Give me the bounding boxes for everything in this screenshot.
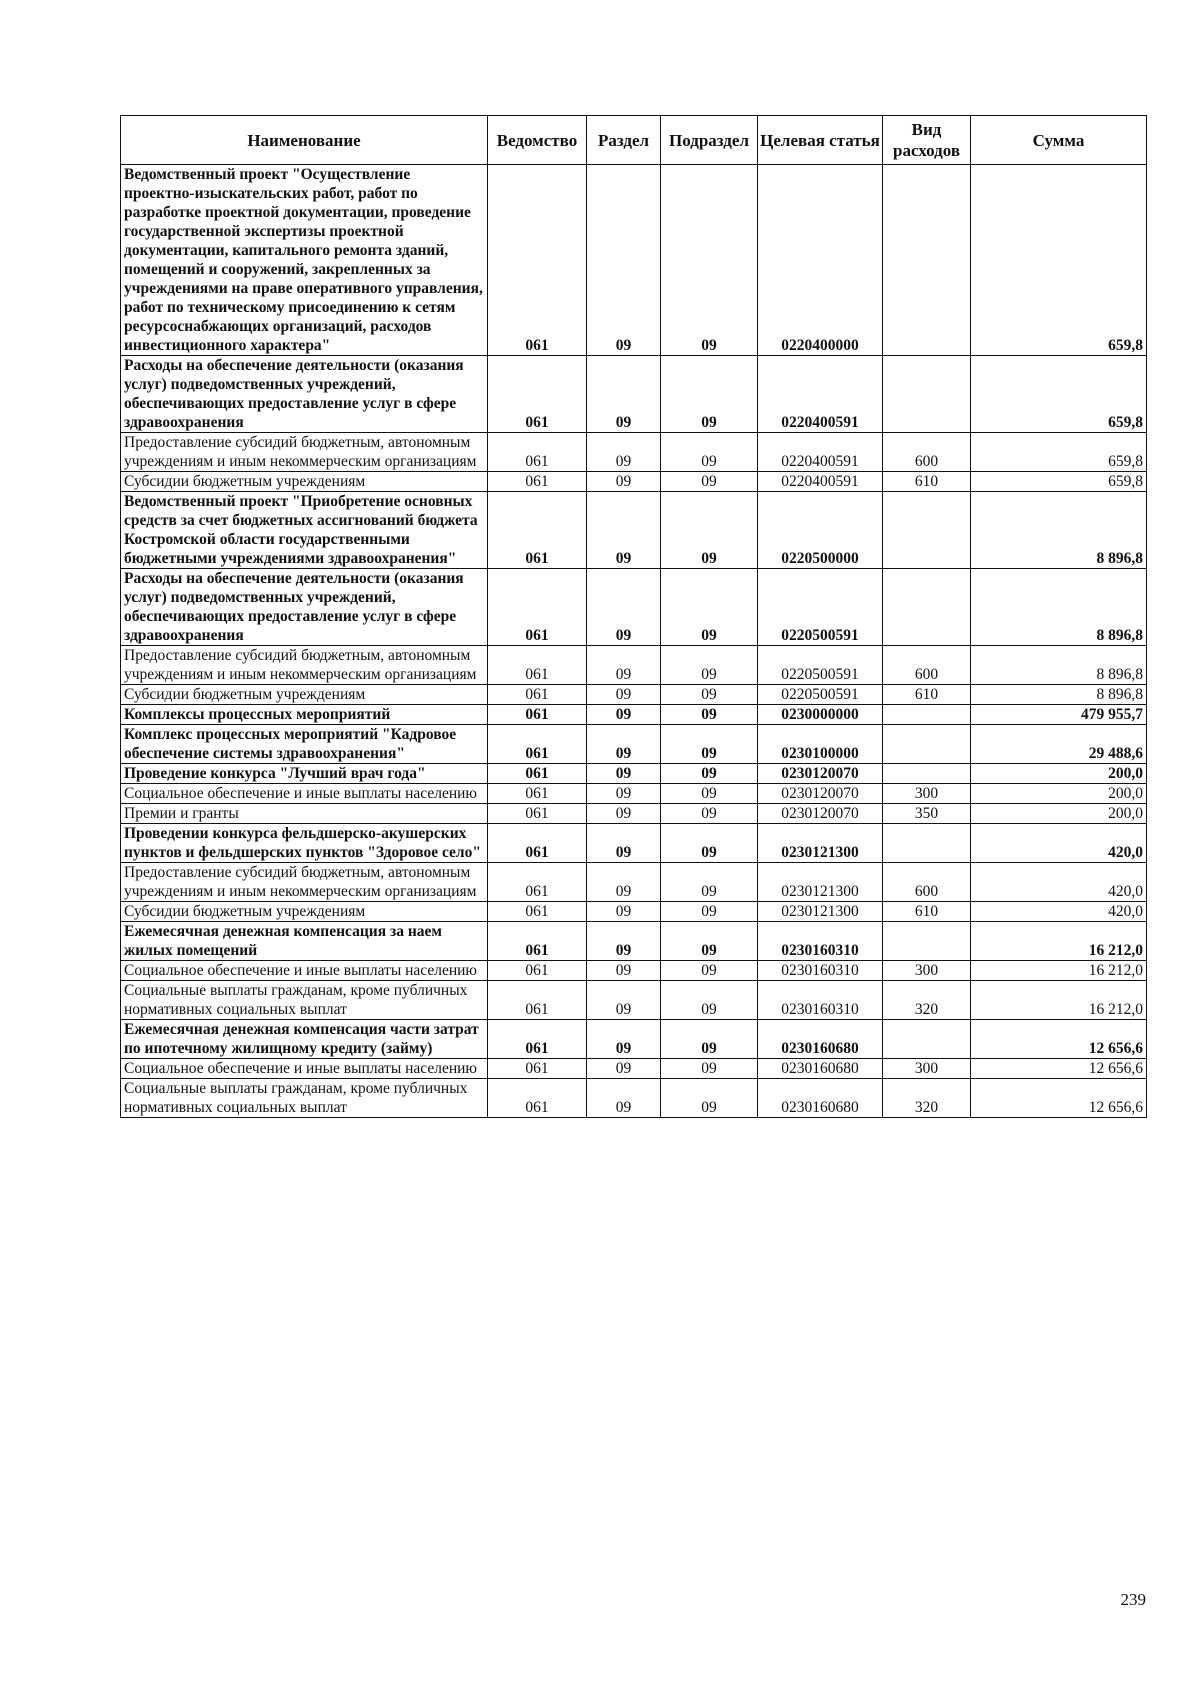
cell-target: 0230160310	[758, 961, 883, 981]
cell-sum: 8 896,8	[971, 492, 1147, 569]
cell-target: 0230000000	[758, 705, 883, 725]
cell-dept: 061	[488, 165, 587, 356]
cell-subsection: 09	[661, 1020, 758, 1059]
cell-section: 09	[587, 433, 661, 472]
cell-sum: 8 896,8	[971, 646, 1147, 685]
cell-name: Субсидии бюджетным учреждениям	[121, 472, 488, 492]
cell-dept: 061	[488, 356, 587, 433]
table-row	[121, 764, 1147, 784]
cell-exp-type: 610	[883, 472, 971, 492]
cell-name: Расходы на обеспечение деятельности (оказания услуг) подведомственных учреждений, обеспечивающих предоставление услуг в сфере здравоохранения	[121, 569, 488, 646]
cell-dept: 061	[488, 981, 587, 1020]
cell-name: Расходы на обеспечение деятельности (оказания услуг) подведомственных учреждений, обеспечивающих предоставление услуг в сфере здравоохранения	[121, 356, 488, 433]
cell-sum: 420,0	[971, 863, 1147, 902]
cell-name: Ежемесячная денежная компенсация за наем жилых помещений	[121, 922, 488, 961]
cell-subsection: 09	[661, 492, 758, 569]
cell-exp-type	[883, 492, 971, 569]
budget-table	[120, 115, 1147, 1118]
cell-exp-type	[883, 824, 971, 863]
cell-exp-type: 600	[883, 433, 971, 472]
cell-subsection: 09	[661, 433, 758, 472]
cell-dept: 061	[488, 922, 587, 961]
cell-section: 09	[587, 784, 661, 804]
cell-sum: 200,0	[971, 784, 1147, 804]
cell-section: 09	[587, 981, 661, 1020]
cell-target: 0220500591	[758, 685, 883, 705]
table-row	[121, 356, 1147, 433]
cell-section: 09	[587, 1059, 661, 1079]
cell-target: 0230121300	[758, 824, 883, 863]
table-row	[121, 705, 1147, 725]
cell-dept: 061	[488, 902, 587, 922]
cell-dept: 061	[488, 804, 587, 824]
cell-dept: 061	[488, 764, 587, 784]
table-row	[121, 922, 1147, 961]
cell-target: 0230160680	[758, 1059, 883, 1079]
cell-exp-type	[883, 725, 971, 764]
cell-dept: 061	[488, 472, 587, 492]
table-row	[121, 784, 1147, 804]
table-row	[121, 1079, 1147, 1118]
cell-section: 09	[587, 804, 661, 824]
table-row	[121, 1059, 1147, 1079]
cell-sum: 659,8	[971, 356, 1147, 433]
table-row	[121, 961, 1147, 981]
cell-sum: 659,8	[971, 472, 1147, 492]
cell-exp-type: 350	[883, 804, 971, 824]
cell-target: 0230120070	[758, 784, 883, 804]
cell-section: 09	[587, 863, 661, 902]
col-header-target: Целевая статья	[758, 116, 883, 165]
col-header-section: Раздел	[587, 116, 661, 165]
table-row	[121, 824, 1147, 863]
cell-name: Ведомственный проект "Приобретение основных средств за счет бюджетных ассигнований бюджета Костромской области государственными бюджетными учреждениями здравоохранения"	[121, 492, 488, 569]
cell-section: 09	[587, 472, 661, 492]
cell-subsection: 09	[661, 569, 758, 646]
cell-subsection: 09	[661, 804, 758, 824]
cell-exp-type: 300	[883, 961, 971, 981]
cell-dept: 061	[488, 433, 587, 472]
cell-dept: 061	[488, 569, 587, 646]
cell-name: Предоставление субсидий бюджетным, автономным учреждениям и иным некоммерческим организациям	[121, 433, 488, 472]
cell-target: 0220500591	[758, 646, 883, 685]
cell-section: 09	[587, 902, 661, 922]
cell-dept: 061	[488, 863, 587, 902]
cell-sum: 659,8	[971, 433, 1147, 472]
cell-subsection: 09	[661, 922, 758, 961]
cell-sum: 16 212,0	[971, 981, 1147, 1020]
col-header-subsection: Подраздел	[661, 116, 758, 165]
table-row	[121, 472, 1147, 492]
cell-name: Социальное обеспечение и иные выплаты населению	[121, 1059, 488, 1079]
cell-target: 0230120070	[758, 804, 883, 824]
table-row	[121, 1020, 1147, 1059]
cell-name: Проведение конкурса "Лучший врач года"	[121, 764, 488, 784]
cell-target: 0230120070	[758, 764, 883, 784]
cell-dept: 061	[488, 705, 587, 725]
cell-sum: 479 955,7	[971, 705, 1147, 725]
cell-section: 09	[587, 725, 661, 764]
cell-target: 0220400591	[758, 356, 883, 433]
table-row	[121, 165, 1147, 356]
cell-subsection: 09	[661, 764, 758, 784]
cell-name: Предоставление субсидий бюджетным, автономным учреждениям и иным некоммерческим организациям	[121, 863, 488, 902]
table-row	[121, 685, 1147, 705]
cell-sum: 16 212,0	[971, 922, 1147, 961]
cell-target: 0230160310	[758, 981, 883, 1020]
cell-target: 0230160680	[758, 1079, 883, 1118]
cell-name: Проведении конкурса фельдшерско-акушерских пунктов и фельдшерских пунктов "Здоровое село"	[121, 824, 488, 863]
table-row	[121, 804, 1147, 824]
cell-section: 09	[587, 764, 661, 784]
table-row	[121, 981, 1147, 1020]
cell-exp-type: 610	[883, 902, 971, 922]
cell-sum: 12 656,6	[971, 1059, 1147, 1079]
cell-section: 09	[587, 705, 661, 725]
cell-sum: 8 896,8	[971, 685, 1147, 705]
cell-sum: 12 656,6	[971, 1020, 1147, 1059]
cell-subsection: 09	[661, 863, 758, 902]
cell-name: Социальные выплаты гражданам, кроме публичных нормативных социальных выплат	[121, 1079, 488, 1118]
cell-name: Субсидии бюджетным учреждениям	[121, 902, 488, 922]
cell-section: 09	[587, 1079, 661, 1118]
cell-dept: 061	[488, 492, 587, 569]
cell-exp-type: 600	[883, 863, 971, 902]
col-header-exp-type: Вид расходов	[883, 116, 971, 165]
cell-section: 09	[587, 492, 661, 569]
cell-target: 0230100000	[758, 725, 883, 764]
cell-subsection: 09	[661, 981, 758, 1020]
cell-section: 09	[587, 685, 661, 705]
cell-dept: 061	[488, 646, 587, 685]
cell-target: 0220500000	[758, 492, 883, 569]
cell-name: Комплексы процессных мероприятий	[121, 705, 488, 725]
cell-subsection: 09	[661, 165, 758, 356]
cell-subsection: 09	[661, 646, 758, 685]
cell-subsection: 09	[661, 784, 758, 804]
cell-name: Премии и гранты	[121, 804, 488, 824]
cell-sum: 200,0	[971, 764, 1147, 784]
cell-exp-type: 600	[883, 646, 971, 685]
cell-exp-type: 320	[883, 981, 971, 1020]
cell-subsection: 09	[661, 705, 758, 725]
cell-dept: 061	[488, 725, 587, 764]
cell-sum: 12 656,6	[971, 1079, 1147, 1118]
cell-subsection: 09	[661, 356, 758, 433]
cell-subsection: 09	[661, 961, 758, 981]
cell-dept: 061	[488, 685, 587, 705]
cell-name: Предоставление субсидий бюджетным, автономным учреждениям и иным некоммерческим организациям	[121, 646, 488, 685]
cell-name: Комплекс процессных мероприятий "Кадровое обеспечение системы здравоохранения"	[121, 725, 488, 764]
col-header-sum: Сумма	[971, 116, 1147, 165]
cell-section: 09	[587, 569, 661, 646]
table-header-row	[121, 116, 1147, 165]
cell-sum: 420,0	[971, 902, 1147, 922]
col-header-dept: Ведомство	[488, 116, 587, 165]
cell-target: 0220400000	[758, 165, 883, 356]
cell-section: 09	[587, 1020, 661, 1059]
cell-exp-type: 610	[883, 685, 971, 705]
cell-exp-type: 300	[883, 1059, 971, 1079]
cell-subsection: 09	[661, 1079, 758, 1118]
cell-exp-type: 300	[883, 784, 971, 804]
cell-subsection: 09	[661, 902, 758, 922]
cell-dept: 061	[488, 961, 587, 981]
table-row	[121, 646, 1147, 685]
cell-section: 09	[587, 356, 661, 433]
cell-subsection: 09	[661, 725, 758, 764]
cell-target: 0220400591	[758, 433, 883, 472]
cell-exp-type: 320	[883, 1079, 971, 1118]
cell-subsection: 09	[661, 1059, 758, 1079]
cell-target: 0230160310	[758, 922, 883, 961]
cell-section: 09	[587, 961, 661, 981]
cell-dept: 061	[488, 784, 587, 804]
cell-dept: 061	[488, 1079, 587, 1118]
cell-exp-type	[883, 165, 971, 356]
cell-section: 09	[587, 165, 661, 356]
cell-sum: 8 896,8	[971, 569, 1147, 646]
cell-sum: 420,0	[971, 824, 1147, 863]
cell-name: Ежемесячная денежная компенсация части затрат по ипотечному жилищному кредиту (займу)	[121, 1020, 488, 1059]
table-row	[121, 725, 1147, 764]
cell-sum: 29 488,6	[971, 725, 1147, 764]
table-row	[121, 569, 1147, 646]
cell-name: Социальное обеспечение и иные выплаты населению	[121, 784, 488, 804]
cell-name: Социальное обеспечение и иные выплаты населению	[121, 961, 488, 981]
cell-exp-type	[883, 705, 971, 725]
table-body	[121, 165, 1147, 1118]
cell-dept: 061	[488, 1059, 587, 1079]
cell-exp-type	[883, 569, 971, 646]
cell-sum: 200,0	[971, 804, 1147, 824]
cell-name: Ведомственный проект "Осуществление проектно-изыскательских работ, работ по разработке проектной документации, проведение государственной экспертизы проектной документации, капитального ремонта зданий, помещений и сооружений, закрепленных за учреждениями на праве оперативного управления, работ по техническому присоединению к сетям ресурсоснабжающих организаций, расходов инвестиционного характера"	[121, 165, 488, 356]
cell-section: 09	[587, 922, 661, 961]
cell-dept: 061	[488, 824, 587, 863]
cell-target: 0230160680	[758, 1020, 883, 1059]
cell-target: 0220400591	[758, 472, 883, 492]
cell-subsection: 09	[661, 685, 758, 705]
cell-subsection: 09	[661, 824, 758, 863]
page-number: 239	[1120, 1590, 1146, 1609]
cell-target: 0230121300	[758, 863, 883, 902]
cell-exp-type	[883, 922, 971, 961]
cell-name: Социальные выплаты гражданам, кроме публичных нормативных социальных выплат	[121, 981, 488, 1020]
table-row	[121, 863, 1147, 902]
table-row	[121, 902, 1147, 922]
cell-section: 09	[587, 824, 661, 863]
cell-target: 0230121300	[758, 902, 883, 922]
cell-section: 09	[587, 646, 661, 685]
cell-sum: 659,8	[971, 165, 1147, 356]
cell-exp-type	[883, 764, 971, 784]
table-row	[121, 492, 1147, 569]
cell-name: Субсидии бюджетным учреждениям	[121, 685, 488, 705]
col-header-name: Наименование	[121, 116, 488, 165]
cell-sum: 16 212,0	[971, 961, 1147, 981]
cell-exp-type	[883, 1020, 971, 1059]
cell-dept: 061	[488, 1020, 587, 1059]
cell-exp-type	[883, 356, 971, 433]
table-row	[121, 433, 1147, 472]
cell-target: 0220500591	[758, 569, 883, 646]
cell-subsection: 09	[661, 472, 758, 492]
